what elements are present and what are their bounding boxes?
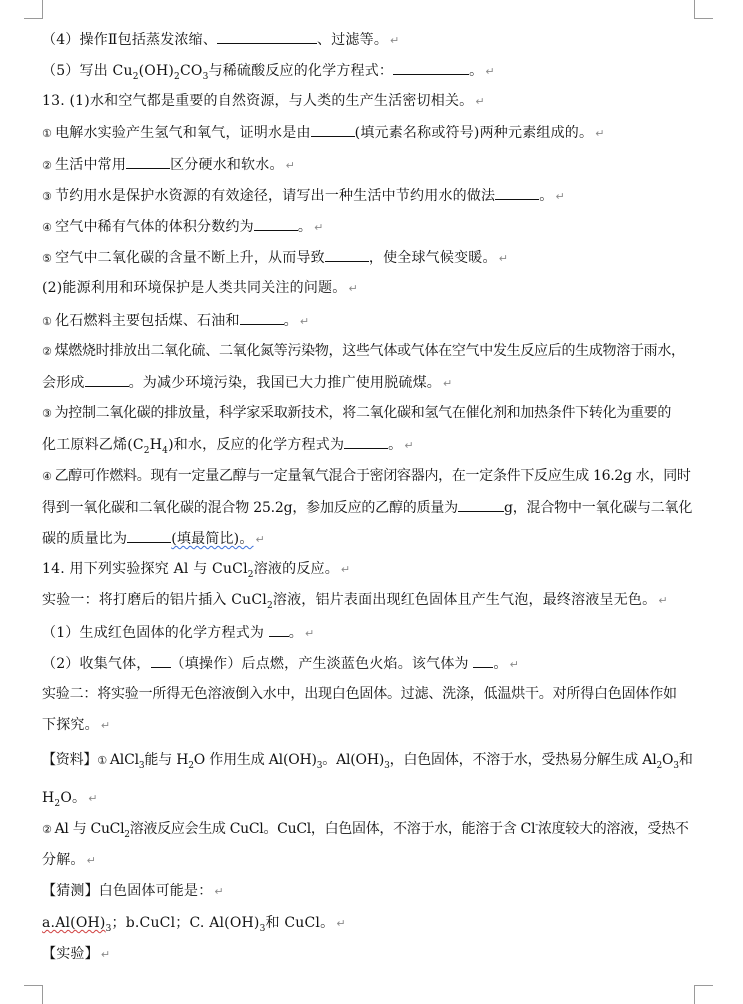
text: （2）收集气体， [42, 656, 151, 672]
circled-number: ④ [42, 221, 53, 234]
q12-part5 [42, 61, 495, 81]
q13-part2-item-1 [42, 311, 309, 331]
text: 空气中稀有气体的体积分数约为 [55, 219, 254, 235]
text: 生活中常用 [55, 157, 127, 173]
subscript: 2 [266, 600, 273, 611]
answer-blank[interactable] [458, 498, 504, 512]
paragraph-mark: ↵ [348, 282, 358, 295]
paragraph-mark: ↵ [340, 563, 351, 576]
paragraph-mark: ↵ [498, 252, 509, 265]
q13-part2-item-2 [42, 342, 685, 361]
text: （1）生成红色固体的化学方程式为 [42, 625, 265, 641]
answer-blank[interactable] [393, 61, 469, 75]
subscript: 2 [54, 798, 61, 809]
circled-number: ④ [42, 470, 52, 483]
text: 。 [297, 219, 313, 235]
text: 【猜测】白色固体可能是： [42, 883, 213, 899]
text: 浓度较大的溶液，受热不 [537, 821, 689, 837]
q13-part2-item-3-cont [42, 435, 414, 455]
answer-blank[interactable] [127, 529, 171, 543]
text: 得到一氧化碳和二氧化碳的混合物 25.2g，参加反应的乙醇的质量为 [42, 500, 458, 516]
answer-blank[interactable] [473, 654, 493, 668]
crop-mark-bottom-left [24, 985, 43, 1004]
circled-number: ① [42, 127, 53, 140]
text: (2)能源利用和环境保护是人类共同关注的问题。 [42, 280, 347, 296]
text: )和水，反应的化学方程式为 [168, 437, 345, 453]
circled-number: ③ [42, 190, 53, 203]
paragraph-mark: ↵ [299, 315, 310, 328]
text: 溶液，铝片表面出现红色固体且产生气泡，最终溶液呈无色。 [272, 592, 657, 608]
text: a.Al(OH) [42, 915, 106, 931]
text: 区分硬水和软水。 [170, 157, 284, 173]
crop-mark-top-left [24, 0, 43, 19]
text: 14. 用下列实验探究 Al 与 CuCl [42, 561, 248, 577]
answer-blank[interactable] [85, 373, 129, 387]
text: 13. (1)水和空气都是重要的自然资源，与人类的生产生活密切相关。 [42, 93, 474, 109]
q13-part2-item-4-cont2 [42, 529, 265, 549]
q14-guess-heading [42, 882, 224, 901]
answer-blank[interactable] [311, 123, 355, 137]
q13-item-4 [42, 217, 324, 237]
subscript: 3 [105, 923, 112, 934]
q14-info-2 [42, 820, 689, 839]
text: 实验二：将实验一所得无色溶液倒入水中，出现白色固体。过滤、洗涤，低温烘干。对所得白色固体作如 [42, 686, 677, 702]
paragraph-mark: ↵ [214, 885, 224, 898]
paragraph-mark: ↵ [285, 159, 296, 172]
subscript: 4 [162, 445, 169, 456]
text: CO [179, 63, 203, 79]
text: 与稀硫酸反应的化学方程式： [208, 63, 394, 79]
text: ；b.CuCl；C. Al(OH) [111, 915, 260, 931]
q14-guess-options [42, 914, 346, 933]
text: 下探究。 [42, 717, 99, 733]
text: 。 [469, 63, 484, 79]
paragraph-mark: ↵ [658, 594, 668, 607]
paragraph-mark: ↵ [88, 792, 98, 805]
circled-number: ② [42, 345, 52, 358]
text: 溶液反应会生成 CuCl。CuCl，白色固体，不溶于水，能溶于含 Cl [129, 821, 536, 837]
paragraph-mark: ↵ [100, 948, 111, 961]
text: 。 [539, 188, 554, 204]
subscript: 3 [316, 760, 323, 771]
q14-experiment-heading [42, 945, 110, 964]
q12-part4 [42, 30, 399, 50]
text: 乙醇可作燃料。现有一定量乙醇与一定量氧气混合于密闭容器内，在一定条件下反应生成 16.2g 水，同时 [54, 468, 691, 484]
paragraph-mark: ↵ [404, 439, 414, 452]
q14-experiment-2-cont [42, 716, 110, 735]
answer-blank[interactable] [126, 155, 170, 169]
answer-blank[interactable] [344, 435, 388, 449]
text: 【实验】 [42, 946, 99, 962]
text: 。Al(OH) [322, 752, 385, 768]
text: (OH) [138, 63, 175, 79]
text: （4）操作Ⅱ包括蒸发浓缩、 [42, 32, 218, 48]
subscript: 3 [138, 760, 145, 771]
text: 煤燃烧时排放出二氧化硫、二氧化氮等污染物，这些气体或气体在空气中发生反应后的生成物溶于雨水， [54, 343, 685, 359]
text: 、过滤等。 [317, 32, 389, 48]
paragraph-mark: ↵ [86, 854, 97, 867]
text: 碳的质量比为 [42, 531, 128, 547]
text: H [149, 437, 163, 453]
text: 节约用水是保护水资源的有效途径，请写出一种生活中节约用水的做法 [55, 188, 496, 204]
q13-item-3 [42, 186, 565, 206]
q13-part2-item-2-cont [42, 373, 452, 393]
q14-info-1-cont [42, 789, 98, 808]
text: (填最简比)。 [171, 531, 254, 547]
circled-number: ① [97, 754, 107, 767]
q13-part2-item-4 [42, 467, 691, 486]
text: 实验一：将打磨后的铝片插入 CuCl [42, 592, 267, 608]
paragraph-mark: ↵ [443, 377, 453, 390]
info-heading: 【资料】 [42, 752, 98, 768]
text: 分解。 [42, 852, 85, 868]
q13-item-1 [42, 123, 605, 143]
subscript: 3 [259, 923, 266, 934]
answer-blank[interactable] [240, 311, 284, 325]
q14-sub-2 [42, 654, 519, 674]
circled-number: ② [42, 159, 53, 172]
paragraph-mark: ↵ [595, 127, 605, 140]
text: Al 与 CuCl [54, 821, 125, 837]
text: 。 [388, 437, 403, 453]
paragraph-mark: ↵ [555, 190, 565, 203]
text: 溶液的反应。 [253, 561, 339, 577]
q13-part2-intro [42, 279, 358, 298]
subscript: 3 [384, 760, 390, 771]
subscript: 3 [673, 760, 679, 771]
circled-number: ② [42, 823, 52, 836]
subscript: 3 [202, 71, 209, 82]
text: ，使全球气候变暖。 [368, 250, 497, 266]
q13-item-2 [42, 155, 295, 175]
text: 。 [288, 625, 303, 641]
text: 和 CuCl。 [265, 915, 335, 931]
answer-blank[interactable] [217, 30, 317, 44]
paragraph-mark: ↵ [336, 917, 346, 930]
paragraph-mark: ↵ [509, 658, 519, 671]
text: g，混合物中一氧化碳与二氧化 [503, 500, 693, 516]
text: 化工原料乙烯(C [42, 437, 144, 453]
answer-blank[interactable] [254, 217, 298, 231]
text: 为控制二氧化碳的排放量，科学家采取新技术，将二氧化碳和氢气在催化剂和加热条件下转化为重要的 [54, 405, 672, 421]
answer-blank[interactable] [495, 186, 539, 200]
subscript: 2 [656, 760, 663, 771]
paragraph-mark: ↵ [475, 95, 485, 108]
text: O 作用生成 Al(OH) [193, 752, 317, 768]
circled-number: ⑤ [42, 252, 53, 265]
text: 。为减少环境污染，我国已大力推广使用脱硫煤。 [128, 375, 442, 391]
text: O [662, 752, 674, 768]
subscript: 2 [174, 71, 180, 82]
circled-number: ③ [42, 407, 52, 420]
q13-item-5 [42, 248, 508, 268]
paragraph-mark: ↵ [485, 65, 495, 78]
answer-blank[interactable] [325, 248, 369, 262]
paragraph-mark: ↵ [100, 719, 111, 732]
paragraph-mark: ↵ [390, 34, 400, 47]
crop-mark-top-right [694, 0, 713, 19]
text: （5）写出 Cu [42, 63, 133, 79]
text: (填元素名称或符号)两种元素组成的。 [354, 125, 594, 141]
text: 空气中二氧化碳的含量不断上升，从而导致 [55, 250, 325, 266]
q14-sub-1 [42, 623, 314, 643]
q13-intro [42, 92, 485, 111]
text: ，白色固体，不溶于水，受热易分解生成 Al [389, 752, 657, 768]
text: 会形成 [42, 375, 85, 391]
q14-title [42, 560, 350, 579]
text: 能与 H [144, 752, 189, 768]
circled-number: ① [42, 315, 53, 328]
q14-info-1 [42, 751, 693, 770]
answer-blank[interactable] [151, 654, 171, 668]
subscript: 2 [132, 71, 139, 82]
q13-part2-item-3 [42, 404, 671, 423]
paragraph-mark: ↵ [314, 221, 324, 234]
text: H [42, 790, 55, 806]
q14-experiment-1 [42, 591, 668, 610]
text: AlCl [109, 752, 139, 768]
q13-part2-item-4-cont [42, 498, 692, 517]
paragraph-mark: ↵ [255, 533, 265, 546]
text: O。 [60, 790, 87, 806]
subscript: 2 [247, 569, 254, 580]
text: 。 [283, 313, 298, 329]
text: 和 [678, 752, 693, 768]
subscript: 2 [124, 829, 130, 840]
paragraph-mark: ↵ [304, 627, 315, 640]
text: （填操作）后点燃，产生淡蓝色火焰。该气体为 [170, 656, 469, 672]
answer-blank[interactable] [269, 623, 289, 637]
superscript: - [535, 820, 538, 831]
subscript: 2 [188, 760, 194, 771]
q14-info-2-cont [42, 851, 96, 870]
text: 电解水实验产生氢气和氧气，证明水是由 [55, 125, 311, 141]
text: 化石燃料主要包括煤、石油和 [55, 313, 240, 329]
text: 。 [493, 656, 508, 672]
crop-mark-bottom-right [694, 985, 713, 1004]
subscript: 2 [143, 445, 150, 456]
q14-experiment-2 [42, 685, 677, 703]
